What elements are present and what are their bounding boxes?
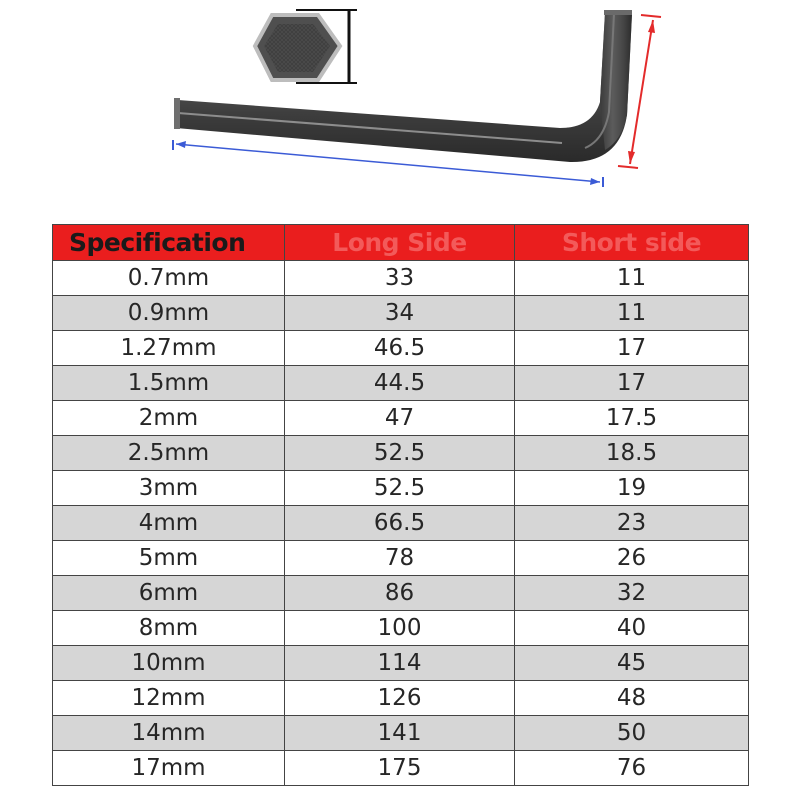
cell-short-side: 48: [515, 681, 749, 716]
cell-long-side: 86: [285, 576, 515, 611]
cell-specification: 4mm: [53, 506, 285, 541]
table-body: [53, 261, 749, 786]
table-row: [53, 751, 749, 786]
cell-short-side: 23: [515, 506, 749, 541]
table-row: [53, 541, 749, 576]
header-short-side: Short side: [515, 225, 749, 261]
cell-long-side: 47: [285, 401, 515, 436]
cell-long-side: 34: [285, 296, 515, 331]
cell-short-side: 76: [515, 751, 749, 786]
cell-specification: 2.5mm: [53, 436, 285, 471]
cell-specification: 3mm: [53, 471, 285, 506]
spec-table: [52, 224, 749, 786]
table-row: [53, 366, 749, 401]
table-header-row: [53, 225, 749, 261]
table-row: [53, 646, 749, 681]
cell-long-side: 33: [285, 261, 515, 296]
cell-long-side: 46.5: [285, 331, 515, 366]
table-row: [53, 716, 749, 751]
cell-short-side: 17: [515, 331, 749, 366]
cell-specification: 14mm: [53, 716, 285, 751]
cell-specification: 8mm: [53, 611, 285, 646]
cell-specification: 5mm: [53, 541, 285, 576]
cell-specification: 0.9mm: [53, 296, 285, 331]
table-row: [53, 401, 749, 436]
cell-short-side: 45: [515, 646, 749, 681]
header-specification: Specification: [53, 225, 285, 261]
table-row: [53, 611, 749, 646]
cell-specification: 12mm: [53, 681, 285, 716]
cell-specification: 10mm: [53, 646, 285, 681]
cell-short-side: 18.5: [515, 436, 749, 471]
hex-key-body: [174, 10, 632, 162]
header-long-side: Long Side: [285, 225, 515, 261]
cell-specification: 0.7mm: [53, 261, 285, 296]
cell-long-side: 78: [285, 541, 515, 576]
cell-long-side: 52.5: [285, 471, 515, 506]
cell-short-side: 17: [515, 366, 749, 401]
cell-specification: 2mm: [53, 401, 285, 436]
cell-specification: 17mm: [53, 751, 285, 786]
table-row: [53, 331, 749, 366]
cell-short-side: 32: [515, 576, 749, 611]
cell-short-side: 50: [515, 716, 749, 751]
table-row: [53, 436, 749, 471]
cell-short-side: 11: [515, 296, 749, 331]
cell-short-side: 19: [515, 471, 749, 506]
table-row: [53, 296, 749, 331]
cell-short-side: 11: [515, 261, 749, 296]
cell-short-side: 17.5: [515, 401, 749, 436]
hex-section-icon: [255, 10, 357, 83]
cell-long-side: 52.5: [285, 436, 515, 471]
cell-long-side: 141: [285, 716, 515, 751]
cell-specification: 1.27mm: [53, 331, 285, 366]
cell-long-side: 175: [285, 751, 515, 786]
cell-long-side: 126: [285, 681, 515, 716]
table-row: [53, 261, 749, 296]
cell-long-side: 114: [285, 646, 515, 681]
cell-long-side: 44.5: [285, 366, 515, 401]
table-row: [53, 471, 749, 506]
cell-short-side: 26: [515, 541, 749, 576]
cell-specification: 6mm: [53, 576, 285, 611]
cell-specification: 1.5mm: [53, 366, 285, 401]
hex-key-illustration: [0, 0, 800, 225]
table-row: [53, 681, 749, 716]
cell-long-side: 66.5: [285, 506, 515, 541]
table-row: [53, 506, 749, 541]
cell-short-side: 40: [515, 611, 749, 646]
cell-long-side: 100: [285, 611, 515, 646]
table-row: [53, 576, 749, 611]
